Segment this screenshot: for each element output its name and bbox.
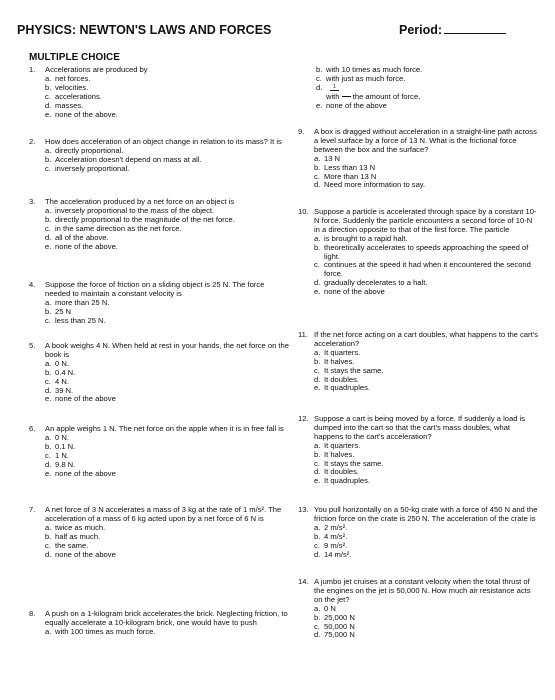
answer-option: c. More than 13 N: [314, 171, 377, 181]
answer-option: d. gradually decelerates to a halt.: [314, 278, 428, 288]
question-number: 5.: [29, 341, 36, 350]
answer-option: a. It quarters.: [314, 347, 361, 357]
answer-option-continued: with the amount of force.: [326, 91, 421, 101]
question-stem: Suppose a particle is accelerated through space by a constant 10-N force. Suddenly the particle encounters a second force of 10-N in a direction opposite to that of the first force. The particle: [314, 207, 537, 234]
question-number: 2.: [29, 137, 36, 146]
question-stem: The acceleration produced by a net force on an object is: [45, 197, 235, 206]
answer-option: a. 13 N: [314, 153, 341, 163]
question-stem: A jumbo jet cruises at a constant velocity when the total thrust of the engines on the jet is 50,000 N. How much air resistance acts on the jet?: [314, 577, 531, 604]
question-2: [29, 138, 291, 174]
answer-option: b. theoretically accelerates to speeds approaching the speed of light.: [314, 242, 529, 261]
question-3: [29, 198, 291, 251]
answer-option: d. 75,000 N: [314, 630, 355, 640]
question-7: [29, 506, 291, 559]
answer-option: c. in the same direction as the net force.: [45, 223, 182, 233]
answer-option: b. It halves.: [314, 449, 355, 459]
answer-option: d. 9.8 N.: [45, 459, 76, 469]
answer-option: b. 4 m/s².: [314, 531, 348, 541]
question-stem: A net force of 3 N accelerates a mass of 3 kg at the rate of 1 m/s². The acceleration of a mass of 6 kg acted upon by a net force of 6 N is: [45, 505, 282, 523]
question-stem: Suppose the force of friction on a sliding object is 25 N. The force needed to maintain a constant velocity is: [45, 280, 265, 298]
page-header: [17, 23, 538, 43]
answer-option: c. It stays the same.: [314, 458, 384, 468]
question-number: 8.: [29, 609, 36, 618]
question-number: 6.: [29, 424, 36, 433]
answer-option: a. 0 N.: [45, 358, 69, 368]
question-number: 11.: [298, 330, 308, 339]
answer-option: a. directly proportional.: [45, 145, 124, 155]
answer-option: a. It quarters.: [314, 440, 361, 450]
answer-option: e. none of the above: [314, 287, 385, 297]
answer-option: e. none of the above: [45, 468, 116, 478]
question-12: [298, 415, 538, 486]
question-stem: A push on a 1-kilogram brick accelerates the brick. Neglecting friction, to equally accelerate a 10-kilogram brick, one would have to push: [45, 609, 288, 627]
question-number: 3.: [29, 197, 36, 206]
answer-option: e. none of the above: [45, 394, 116, 404]
answer-option: b. Less than 13 N: [314, 162, 376, 172]
answer-option: a. with 100 times as much force.: [45, 626, 156, 636]
question-stem: A box is dragged without acceleration in a straight-line path across a level surface by a force of 13 N. What is the frictional force between the box and the surface?: [314, 127, 537, 154]
period-field: [399, 23, 506, 37]
answer-option: a. twice as much.: [45, 522, 106, 532]
answer-option: a. is brought to a rapid halt.: [314, 233, 408, 243]
question-6: [29, 425, 291, 478]
answer-option: d. It doubles.: [314, 374, 360, 384]
answer-option: c. continues at the speed it had when it encountered the second force.: [314, 260, 531, 279]
question-number: 1.: [29, 65, 36, 74]
question-8: [29, 610, 291, 637]
answer-option: c. 50,000 N: [314, 621, 355, 631]
answer-option: a. net forces.: [45, 73, 91, 83]
answer-option: d. all of the above.: [45, 232, 109, 242]
question-4: [29, 281, 291, 326]
answer-option: c. the same.: [45, 540, 89, 550]
question-number: 13.: [298, 505, 309, 514]
answer-option: e. none of the above.: [45, 241, 118, 251]
question-stem: If the net force acting on a cart doubles, what happens to the cart's acceleration?: [314, 330, 538, 348]
question-9: [298, 128, 538, 190]
answer-option: a. 0 N.: [45, 432, 69, 442]
answer-option: b. Acceleration doesn't depend on mass at all.: [45, 154, 202, 164]
answer-option: c. 1 N.: [45, 450, 69, 460]
period-blank: [444, 23, 506, 34]
question-stem: Suppose a cart is being moved by a force. If suddenly a load is dumped into the cart so that the cart's mass doubles, what happens to the cart's acceleration?: [314, 414, 526, 441]
question-11: [298, 331, 538, 393]
question-5: [29, 342, 291, 404]
question-13: [298, 506, 538, 559]
answer-option: c. 9 m/s².: [314, 540, 348, 550]
question-stem: An apple weighs 1 N. The net force on the apple when it is in free fall is: [45, 424, 284, 433]
answer-option: d. Need more information to say.: [314, 180, 426, 190]
answer-option: b. velocities.: [45, 82, 89, 92]
answer-option: b. directly proportional to the magnitude of the net force.: [45, 214, 235, 224]
question-number: 14.: [298, 577, 309, 586]
page-title: PHYSICS: NEWTON'S LAWS AND FORCES: [17, 23, 272, 37]
answer-option: e. It quadruples.: [314, 383, 371, 393]
fraction-image: 1: [330, 84, 339, 91]
answer-option: e. It quadruples.: [314, 476, 371, 486]
answer-option: d. 1: [316, 84, 540, 93]
question-10: [298, 208, 538, 297]
answer-option: c. less than 25 N.: [45, 315, 106, 325]
question-stem: Accelerations are produced by: [45, 65, 148, 74]
answer-option: a. inversely proportional to the mass of the object.: [45, 205, 215, 215]
answer-option: b. 25 N: [45, 306, 72, 316]
question-number: 10.: [298, 207, 309, 216]
answer-option: b. 0.4 N.: [45, 367, 76, 377]
answer-option: c. accelerations.: [45, 91, 102, 101]
period-label: Period:: [399, 23, 443, 37]
answer-option: b. 0.1 N.: [45, 441, 76, 451]
answer-option: c. inversely proportional.: [45, 163, 130, 173]
answer-option: d. It doubles.: [314, 467, 360, 477]
fraction-image: [342, 96, 351, 97]
answer-option: e. none of the above.: [45, 109, 118, 119]
question-14: [298, 578, 538, 640]
answer-option: c. 4 N.: [45, 376, 69, 386]
question-number: 9.: [298, 127, 305, 136]
answer-option: d. 39 N.: [45, 385, 74, 395]
answer-option: a. more than 25 N.: [45, 297, 110, 307]
answer-option: d. 14 m/s².: [314, 549, 352, 559]
question-8-continued: [300, 66, 540, 111]
question-number: 12.: [298, 414, 309, 423]
question-stem: A book weighs 4 N. When held at rest in your hands, the net force on the book is: [45, 341, 289, 359]
answer-option: e. none of the above: [316, 100, 387, 110]
question-number: 4.: [29, 280, 36, 289]
section-title: MULTIPLE CHOICE: [29, 52, 120, 63]
question-1: [29, 66, 291, 119]
answer-option: a. 0 N: [314, 603, 336, 613]
answer-option: b. 25,000 N: [314, 612, 355, 622]
question-number: 7.: [29, 505, 36, 514]
question-stem: You pull horizontally on a 50-kg crate with a force of 450 N and the friction force on the crate is 250 N. The acceleration of the crate is: [314, 505, 538, 523]
answer-option: d. masses.: [45, 100, 84, 110]
answer-option: c. It stays the same.: [314, 365, 384, 375]
answer-option: b. with 10 times as much force.: [316, 65, 423, 74]
answer-option: a. 2 m/s².: [314, 522, 348, 532]
answer-option: c. with just as much force.: [316, 73, 406, 83]
answer-option: b. half as much.: [45, 531, 101, 541]
answer-option: b. It halves.: [314, 356, 355, 366]
answer-option: d. none of the above: [45, 549, 116, 559]
question-stem: How does acceleration of an object change in relation to its mass? It is: [45, 137, 282, 146]
